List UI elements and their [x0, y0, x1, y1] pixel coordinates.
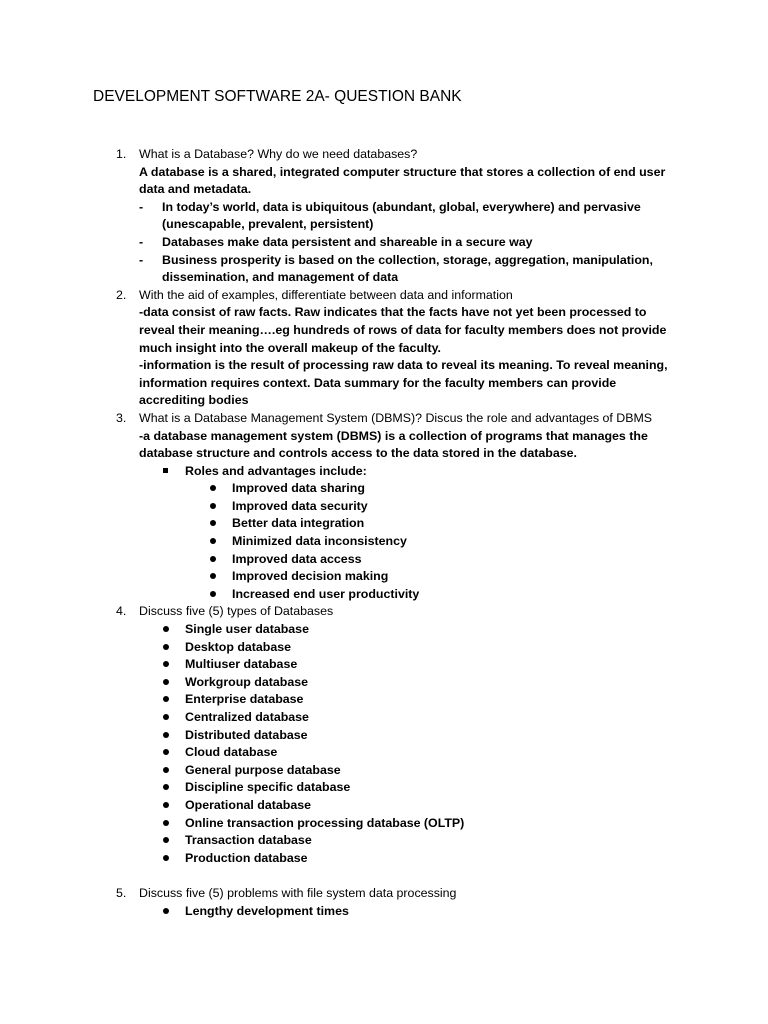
round-bullet-icon	[163, 802, 169, 808]
round-bullet-icon	[163, 732, 169, 738]
list-item: Operational database	[0, 797, 768, 815]
list-item: Cloud database	[0, 744, 768, 762]
list-item: Minimized data inconsistency	[0, 533, 768, 551]
question-text: With the aid of examples, differentiate between data and information	[139, 287, 513, 302]
answer-text: -data consist of raw facts. Raw indicates that the facts have not yet been processed to reveal their meaning….eg hundreds of rows of data for faculty members does not provide much insight into the overall makeup of the faculty.	[139, 305, 667, 355]
list-heading: Roles and advantages include:	[0, 463, 768, 481]
list-item: Improved data access	[0, 551, 768, 569]
answer-text: A database is a shared, integrated computer structure that stores a collection of end user data and metadata.	[139, 164, 666, 197]
list-item: Distributed database	[0, 727, 768, 745]
dash-bullet-icon: -	[139, 252, 144, 267]
question-2	[0, 287, 768, 305]
round-bullet-icon	[163, 696, 169, 702]
question-number: 1.	[116, 147, 127, 161]
question-5	[0, 885, 768, 903]
round-bullet-icon	[210, 538, 216, 544]
round-bullet-icon	[163, 837, 169, 843]
list-item: - Databases make data persistent and shareable in a secure way	[0, 234, 768, 252]
list-item: Better data integration	[0, 515, 768, 533]
round-bullet-icon	[163, 820, 169, 826]
list-item: Improved data sharing	[0, 480, 768, 498]
question-text: What is a Database Management System (DBMS)? Discus the role and advantages of DBMS	[139, 410, 653, 425]
answer-text: -information is the result of processing raw data to reveal its meaning. To reveal meaning, information requires context. Data summary for the faculty members can provide accrediting bodies	[139, 358, 668, 408]
list-item: Discipline specific database	[0, 779, 768, 797]
list-item: Lengthy development times	[0, 903, 768, 921]
list-item: Online transaction processing database (OLTP)	[0, 815, 768, 833]
question-text: Discuss five (5) types of Databases	[139, 604, 334, 619]
question-number: 4.	[116, 604, 127, 619]
round-bullet-icon	[210, 556, 216, 562]
list-item: - In today’s world, data is ubiquitous (abundant, global, everywhere) and pervasive (unescapable, prevalent, persistent)	[139, 199, 641, 232]
list-item: General purpose database	[0, 762, 768, 780]
round-bullet-icon	[163, 855, 169, 861]
document-body	[0, 146, 768, 920]
dash-bullet-icon: -	[139, 199, 144, 214]
list-item: Enterprise database	[0, 691, 768, 709]
list-item: Transaction database	[0, 832, 768, 850]
dash-bullet-icon: -	[139, 234, 144, 249]
list-item: Increased end user productivity	[0, 586, 768, 604]
round-bullet-icon	[163, 626, 169, 632]
round-bullet-icon	[163, 908, 169, 914]
question-3	[0, 410, 768, 428]
square-bullet-icon	[163, 468, 168, 473]
document-title: DEVELOPMENT SOFTWARE 2A- QUESTION BANK	[93, 88, 462, 105]
round-bullet-icon	[210, 573, 216, 579]
round-bullet-icon	[210, 591, 216, 597]
round-bullet-icon	[210, 520, 216, 526]
question-text: Discuss five (5) problems with file system data processing	[139, 885, 457, 900]
round-bullet-icon	[163, 661, 169, 667]
question-number: 5.	[116, 885, 127, 900]
answer-text: -a database management system (DBMS) is a collection of programs that manages the database structure and controls access to the data stored in the database.	[139, 428, 648, 461]
round-bullet-icon	[163, 767, 169, 773]
blank-line	[0, 867, 768, 885]
list-item: Workgroup database	[0, 674, 768, 692]
list-item: Multiuser database	[0, 656, 768, 674]
list-item: Production database	[0, 850, 768, 868]
round-bullet-icon	[210, 485, 216, 491]
round-bullet-icon	[163, 679, 169, 685]
question-1	[0, 146, 768, 164]
round-bullet-icon	[163, 644, 169, 650]
list-item: Single user database	[0, 621, 768, 639]
list-item: Centralized database	[0, 709, 768, 727]
question-4	[0, 603, 768, 621]
list-item: Improved decision making	[0, 568, 768, 586]
round-bullet-icon	[163, 749, 169, 755]
round-bullet-icon	[163, 714, 169, 720]
list-item: Improved data security	[0, 498, 768, 516]
list-item: Desktop database	[0, 639, 768, 657]
round-bullet-icon	[163, 784, 169, 790]
question-text: What is a Database? Why do we need databases?	[139, 147, 418, 161]
question-number: 2.	[116, 287, 127, 302]
list-item: - Business prosperity is based on the collection, storage, aggregation, manipulation, dissemination, and management of data	[139, 252, 653, 285]
question-number: 3.	[116, 410, 127, 425]
round-bullet-icon	[210, 503, 216, 509]
